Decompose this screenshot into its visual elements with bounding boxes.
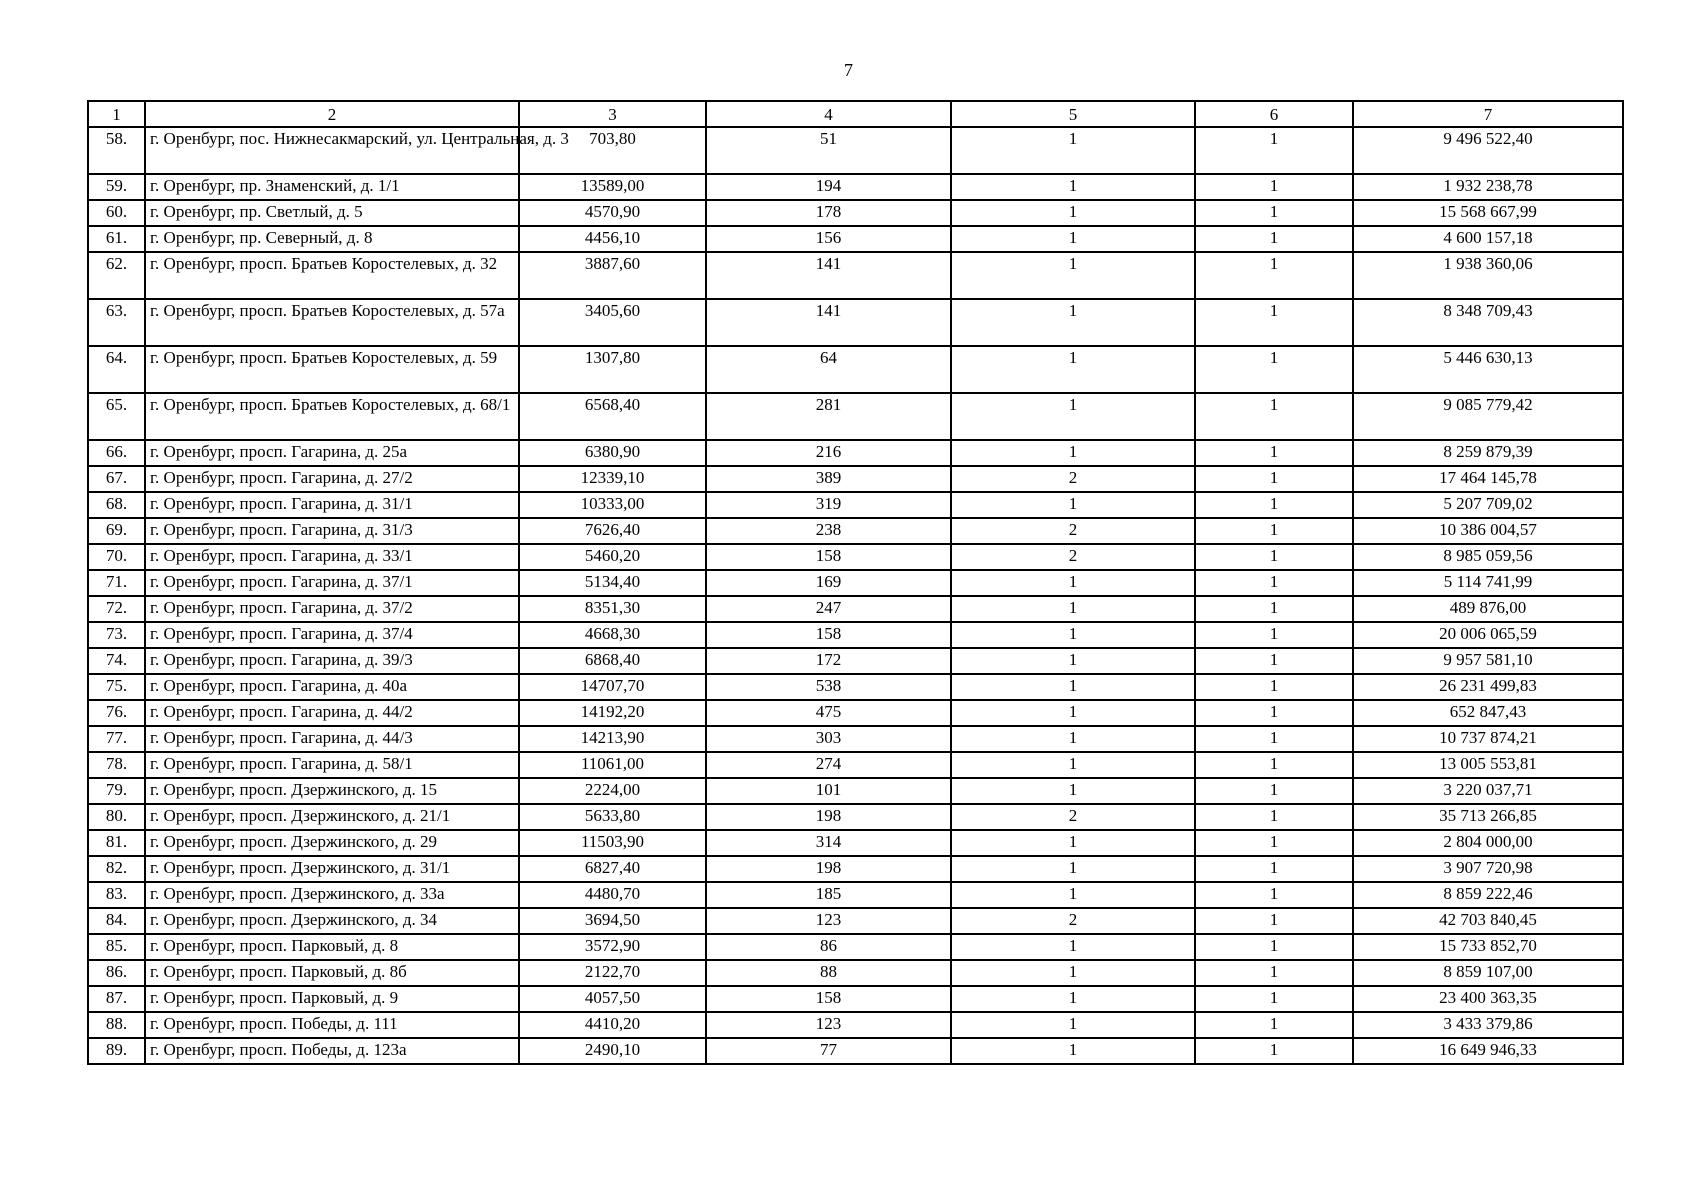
table-row — [88, 492, 1623, 518]
address-cell: г. Оренбург, просп. Гагарина, д. 44/3 — [145, 726, 519, 752]
amount-cell: 20 006 065,59 — [1353, 622, 1623, 648]
column-4-cell: 169 — [706, 570, 951, 596]
address-cell: г. Оренбург, пр. Северный, д. 8 — [145, 226, 519, 252]
amount-cell: 23 400 363,35 — [1353, 986, 1623, 1012]
table-row — [88, 570, 1623, 596]
column-4-cell: 185 — [706, 882, 951, 908]
area-cell: 8351,30 — [519, 596, 706, 622]
column-6-cell: 1 — [1195, 648, 1353, 674]
column-6-cell: 1 — [1195, 908, 1353, 934]
table-row — [88, 622, 1623, 648]
address-cell: г. Оренбург, просп. Братьев Коростелевых, д. 59 — [145, 346, 519, 393]
column-6-cell: 1 — [1195, 492, 1353, 518]
column-6-cell: 1 — [1195, 1012, 1353, 1038]
address-cell: г. Оренбург, просп. Парковый, д. 8б — [145, 960, 519, 986]
address-cell: г. Оренбург, просп. Гагарина, д. 31/1 — [145, 492, 519, 518]
column-4-cell: 123 — [706, 908, 951, 934]
address-cell: г. Оренбург, просп. Гагарина, д. 37/4 — [145, 622, 519, 648]
area-cell: 703,80 — [519, 127, 706, 174]
address-cell: г. Оренбург, просп. Победы, д. 111 — [145, 1012, 519, 1038]
address-cell: г. Оренбург, просп. Гагарина, д. 39/3 — [145, 648, 519, 674]
column-4-cell: 281 — [706, 393, 951, 440]
column-6-cell: 1 — [1195, 440, 1353, 466]
column-4-cell: 389 — [706, 466, 951, 492]
table-row — [88, 882, 1623, 908]
column-5-cell: 1 — [951, 200, 1195, 226]
table-row — [88, 700, 1623, 726]
row-number-cell: 60. — [88, 200, 145, 226]
table-row — [88, 596, 1623, 622]
area-cell: 6827,40 — [519, 856, 706, 882]
address-cell: г. Оренбург, просп. Гагарина, д. 27/2 — [145, 466, 519, 492]
amount-cell: 13 005 553,81 — [1353, 752, 1623, 778]
row-number-cell: 67. — [88, 466, 145, 492]
table-row — [88, 778, 1623, 804]
column-5-cell: 1 — [951, 778, 1195, 804]
area-cell: 3405,60 — [519, 299, 706, 346]
column-5-cell: 1 — [951, 960, 1195, 986]
table-row — [88, 252, 1623, 299]
row-number-cell: 81. — [88, 830, 145, 856]
address-cell: г. Оренбург, просп. Гагарина, д. 37/1 — [145, 570, 519, 596]
column-5-cell: 1 — [951, 700, 1195, 726]
address-cell: г. Оренбург, просп. Дзержинского, д. 33а — [145, 882, 519, 908]
column-6-cell: 1 — [1195, 127, 1353, 174]
column-4-cell: 198 — [706, 804, 951, 830]
column-4-cell: 158 — [706, 986, 951, 1012]
column-header: 1 — [88, 101, 145, 127]
row-number-cell: 79. — [88, 778, 145, 804]
area-cell: 2490,10 — [519, 1038, 706, 1064]
amount-cell: 5 446 630,13 — [1353, 346, 1623, 393]
row-number-cell: 89. — [88, 1038, 145, 1064]
column-4-cell: 86 — [706, 934, 951, 960]
header-row — [88, 101, 1623, 127]
amount-cell: 17 464 145,78 — [1353, 466, 1623, 492]
row-number-cell: 64. — [88, 346, 145, 393]
column-5-cell: 1 — [951, 986, 1195, 1012]
table-row — [88, 752, 1623, 778]
column-5-cell: 1 — [951, 299, 1195, 346]
column-5-cell: 1 — [951, 934, 1195, 960]
column-4-cell: 77 — [706, 1038, 951, 1064]
column-6-cell: 1 — [1195, 299, 1353, 346]
column-4-cell: 238 — [706, 518, 951, 544]
area-cell: 4456,10 — [519, 226, 706, 252]
row-number-cell: 63. — [88, 299, 145, 346]
row-number-cell: 59. — [88, 174, 145, 200]
row-number-cell: 61. — [88, 226, 145, 252]
area-cell: 14707,70 — [519, 674, 706, 700]
amount-cell: 42 703 840,45 — [1353, 908, 1623, 934]
address-cell: г. Оренбург, просп. Парковый, д. 9 — [145, 986, 519, 1012]
amount-cell: 9 085 779,42 — [1353, 393, 1623, 440]
amount-cell: 5 207 709,02 — [1353, 492, 1623, 518]
amount-cell: 3 433 379,86 — [1353, 1012, 1623, 1038]
table-row — [88, 1012, 1623, 1038]
table-row — [88, 1038, 1623, 1064]
table-row — [88, 674, 1623, 700]
page-number: 7 — [844, 60, 853, 80]
address-cell: г. Оренбург, просп. Гагарина, д. 25а — [145, 440, 519, 466]
column-4-cell: 158 — [706, 544, 951, 570]
column-6-cell: 1 — [1195, 200, 1353, 226]
column-5-cell: 1 — [951, 1038, 1195, 1064]
address-cell: г. Оренбург, просп. Гагарина, д. 31/3 — [145, 518, 519, 544]
row-number-cell: 76. — [88, 700, 145, 726]
column-5-cell: 1 — [951, 127, 1195, 174]
column-6-cell: 1 — [1195, 570, 1353, 596]
column-4-cell: 247 — [706, 596, 951, 622]
address-cell: г. Оренбург, просп. Дзержинского, д. 29 — [145, 830, 519, 856]
area-cell: 4410,20 — [519, 1012, 706, 1038]
column-6-cell: 1 — [1195, 596, 1353, 622]
table-row — [88, 908, 1623, 934]
amount-cell: 3 220 037,71 — [1353, 778, 1623, 804]
column-4-cell: 274 — [706, 752, 951, 778]
area-cell: 3887,60 — [519, 252, 706, 299]
column-5-cell: 2 — [951, 466, 1195, 492]
address-cell: г. Оренбург, пр. Светлый, д. 5 — [145, 200, 519, 226]
area-cell: 4480,70 — [519, 882, 706, 908]
area-cell: 5460,20 — [519, 544, 706, 570]
amount-cell: 1 938 360,06 — [1353, 252, 1623, 299]
column-6-cell: 1 — [1195, 856, 1353, 882]
address-cell: г. Оренбург, просп. Дзержинского, д. 21/1 — [145, 804, 519, 830]
column-4-cell: 216 — [706, 440, 951, 466]
address-cell: г. Оренбург, просп. Гагарина, д. 37/2 — [145, 596, 519, 622]
address-cell: г. Оренбург, просп. Парковый, д. 8 — [145, 934, 519, 960]
column-6-cell: 1 — [1195, 960, 1353, 986]
row-number-cell: 86. — [88, 960, 145, 986]
row-number-cell: 85. — [88, 934, 145, 960]
column-4-cell: 156 — [706, 226, 951, 252]
column-5-cell: 1 — [951, 252, 1195, 299]
table-row — [88, 127, 1623, 174]
row-number-cell: 73. — [88, 622, 145, 648]
address-cell: г. Оренбург, просп. Гагарина, д. 44/2 — [145, 700, 519, 726]
column-6-cell: 1 — [1195, 934, 1353, 960]
column-5-cell: 1 — [951, 492, 1195, 518]
table-row — [88, 174, 1623, 200]
column-6-cell: 1 — [1195, 1038, 1353, 1064]
amount-cell: 4 600 157,18 — [1353, 226, 1623, 252]
area-cell: 4668,30 — [519, 622, 706, 648]
column-5-cell: 1 — [951, 856, 1195, 882]
table-row — [88, 544, 1623, 570]
table-row — [88, 346, 1623, 393]
column-6-cell: 1 — [1195, 174, 1353, 200]
area-cell: 2122,70 — [519, 960, 706, 986]
column-4-cell: 178 — [706, 200, 951, 226]
column-5-cell: 2 — [951, 908, 1195, 934]
column-6-cell: 1 — [1195, 393, 1353, 440]
column-header: 2 — [145, 101, 519, 127]
table-row — [88, 466, 1623, 492]
row-number-cell: 68. — [88, 492, 145, 518]
column-4-cell: 141 — [706, 299, 951, 346]
amount-cell: 8 985 059,56 — [1353, 544, 1623, 570]
area-cell: 13589,00 — [519, 174, 706, 200]
area-cell: 5134,40 — [519, 570, 706, 596]
area-cell: 14192,20 — [519, 700, 706, 726]
area-cell: 3694,50 — [519, 908, 706, 934]
amount-cell: 9 496 522,40 — [1353, 127, 1623, 174]
row-number-cell: 78. — [88, 752, 145, 778]
column-5-cell: 1 — [951, 726, 1195, 752]
amount-cell: 3 907 720,98 — [1353, 856, 1623, 882]
amount-cell: 9 957 581,10 — [1353, 648, 1623, 674]
area-cell: 6568,40 — [519, 393, 706, 440]
column-5-cell: 2 — [951, 518, 1195, 544]
column-4-cell: 198 — [706, 856, 951, 882]
amount-cell: 15 568 667,99 — [1353, 200, 1623, 226]
address-cell: г. Оренбург, просп. Победы, д. 123а — [145, 1038, 519, 1064]
address-cell: г. Оренбург, просп. Братьев Коростелевых, д. 32 — [145, 252, 519, 299]
table-row — [88, 518, 1623, 544]
row-number-cell: 80. — [88, 804, 145, 830]
column-5-cell: 1 — [951, 622, 1195, 648]
area-cell: 12339,10 — [519, 466, 706, 492]
area-cell: 11061,00 — [519, 752, 706, 778]
area-cell: 1307,80 — [519, 346, 706, 393]
row-number-cell: 87. — [88, 986, 145, 1012]
row-number-cell: 75. — [88, 674, 145, 700]
address-cell: г. Оренбург, пр. Знаменский, д. 1/1 — [145, 174, 519, 200]
column-header: 6 — [1195, 101, 1353, 127]
column-5-cell: 1 — [951, 570, 1195, 596]
row-number-cell: 84. — [88, 908, 145, 934]
column-5-cell: 1 — [951, 830, 1195, 856]
column-5-cell: 1 — [951, 440, 1195, 466]
amount-cell: 5 114 741,99 — [1353, 570, 1623, 596]
address-cell: г. Оренбург, просп. Гагарина, д. 40а — [145, 674, 519, 700]
table-row — [88, 299, 1623, 346]
column-6-cell: 1 — [1195, 252, 1353, 299]
column-6-cell: 1 — [1195, 986, 1353, 1012]
address-cell: г. Оренбург, просп. Гагарина, д. 58/1 — [145, 752, 519, 778]
row-number-cell: 62. — [88, 252, 145, 299]
amount-cell: 8 859 222,46 — [1353, 882, 1623, 908]
column-6-cell: 1 — [1195, 882, 1353, 908]
table-row — [88, 804, 1623, 830]
column-4-cell: 319 — [706, 492, 951, 518]
column-6-cell: 1 — [1195, 726, 1353, 752]
row-number-cell: 71. — [88, 570, 145, 596]
row-number-cell: 70. — [88, 544, 145, 570]
row-number-cell: 77. — [88, 726, 145, 752]
address-cell: г. Оренбург, просп. Братьев Коростелевых, д. 68/1 — [145, 393, 519, 440]
address-cell: г. Оренбург, просп. Дзержинского, д. 34 — [145, 908, 519, 934]
amount-cell: 8 259 879,39 — [1353, 440, 1623, 466]
table-row — [88, 393, 1623, 440]
row-number-cell: 74. — [88, 648, 145, 674]
address-cell: г. Оренбург, пос. Нижнесакмарский, ул. Центральная, д. 3 — [145, 127, 519, 174]
row-number-cell: 58. — [88, 127, 145, 174]
amount-cell: 15 733 852,70 — [1353, 934, 1623, 960]
row-number-cell: 82. — [88, 856, 145, 882]
column-5-cell: 1 — [951, 1012, 1195, 1038]
area-cell: 10333,00 — [519, 492, 706, 518]
row-number-cell: 72. — [88, 596, 145, 622]
area-cell: 11503,90 — [519, 830, 706, 856]
column-header: 7 — [1353, 101, 1623, 127]
table-row — [88, 200, 1623, 226]
address-cell: г. Оренбург, просп. Дзержинского, д. 31/1 — [145, 856, 519, 882]
column-4-cell: 538 — [706, 674, 951, 700]
column-4-cell: 475 — [706, 700, 951, 726]
column-5-cell: 2 — [951, 544, 1195, 570]
row-number-cell: 66. — [88, 440, 145, 466]
column-6-cell: 1 — [1195, 226, 1353, 252]
column-6-cell: 1 — [1195, 346, 1353, 393]
column-4-cell: 303 — [706, 726, 951, 752]
column-5-cell: 1 — [951, 346, 1195, 393]
amount-cell: 489 876,00 — [1353, 596, 1623, 622]
table-row — [88, 856, 1623, 882]
column-5-cell: 1 — [951, 882, 1195, 908]
amount-cell: 652 847,43 — [1353, 700, 1623, 726]
area-cell: 3572,90 — [519, 934, 706, 960]
column-6-cell: 1 — [1195, 700, 1353, 726]
address-cell: г. Оренбург, просп. Братьев Коростелевых, д. 57а — [145, 299, 519, 346]
table-row — [88, 440, 1623, 466]
column-5-cell: 1 — [951, 596, 1195, 622]
column-4-cell: 314 — [706, 830, 951, 856]
amount-cell: 35 713 266,85 — [1353, 804, 1623, 830]
data-table — [87, 100, 1624, 1065]
column-header: 5 — [951, 101, 1195, 127]
column-4-cell: 172 — [706, 648, 951, 674]
area-cell: 4057,50 — [519, 986, 706, 1012]
column-header: 4 — [706, 101, 951, 127]
table-row — [88, 960, 1623, 986]
area-cell: 14213,90 — [519, 726, 706, 752]
column-6-cell: 1 — [1195, 544, 1353, 570]
row-number-cell: 65. — [88, 393, 145, 440]
row-number-cell: 69. — [88, 518, 145, 544]
amount-cell: 8 348 709,43 — [1353, 299, 1623, 346]
column-5-cell: 1 — [951, 648, 1195, 674]
column-6-cell: 1 — [1195, 778, 1353, 804]
table-row — [88, 986, 1623, 1012]
table-body — [88, 127, 1623, 1064]
amount-cell: 10 737 874,21 — [1353, 726, 1623, 752]
amount-cell: 16 649 946,33 — [1353, 1038, 1623, 1064]
area-cell: 7626,40 — [519, 518, 706, 544]
column-header: 3 — [519, 101, 706, 127]
column-4-cell: 141 — [706, 252, 951, 299]
area-cell: 5633,80 — [519, 804, 706, 830]
column-4-cell: 64 — [706, 346, 951, 393]
column-6-cell: 1 — [1195, 804, 1353, 830]
column-4-cell: 88 — [706, 960, 951, 986]
amount-cell: 8 859 107,00 — [1353, 960, 1623, 986]
amount-cell: 2 804 000,00 — [1353, 830, 1623, 856]
column-6-cell: 1 — [1195, 518, 1353, 544]
address-cell: г. Оренбург, просп. Гагарина, д. 33/1 — [145, 544, 519, 570]
column-6-cell: 1 — [1195, 830, 1353, 856]
address-cell: г. Оренбург, просп. Дзержинского, д. 15 — [145, 778, 519, 804]
column-5-cell: 1 — [951, 174, 1195, 200]
table-row — [88, 830, 1623, 856]
column-5-cell: 1 — [951, 393, 1195, 440]
column-6-cell: 1 — [1195, 622, 1353, 648]
column-6-cell: 1 — [1195, 466, 1353, 492]
area-cell: 4570,90 — [519, 200, 706, 226]
column-6-cell: 1 — [1195, 752, 1353, 778]
table-row — [88, 648, 1623, 674]
column-4-cell: 101 — [706, 778, 951, 804]
column-5-cell: 1 — [951, 226, 1195, 252]
table-row — [88, 726, 1623, 752]
amount-cell: 26 231 499,83 — [1353, 674, 1623, 700]
area-cell: 6868,40 — [519, 648, 706, 674]
column-4-cell: 51 — [706, 127, 951, 174]
amount-cell: 1 932 238,78 — [1353, 174, 1623, 200]
column-5-cell: 1 — [951, 752, 1195, 778]
column-6-cell: 1 — [1195, 674, 1353, 700]
column-4-cell: 194 — [706, 174, 951, 200]
column-4-cell: 123 — [706, 1012, 951, 1038]
table-row — [88, 226, 1623, 252]
column-5-cell: 1 — [951, 674, 1195, 700]
area-cell: 6380,90 — [519, 440, 706, 466]
area-cell: 2224,00 — [519, 778, 706, 804]
row-number-cell: 88. — [88, 1012, 145, 1038]
column-4-cell: 158 — [706, 622, 951, 648]
amount-cell: 10 386 004,57 — [1353, 518, 1623, 544]
row-number-cell: 83. — [88, 882, 145, 908]
column-5-cell: 2 — [951, 804, 1195, 830]
table-row — [88, 934, 1623, 960]
